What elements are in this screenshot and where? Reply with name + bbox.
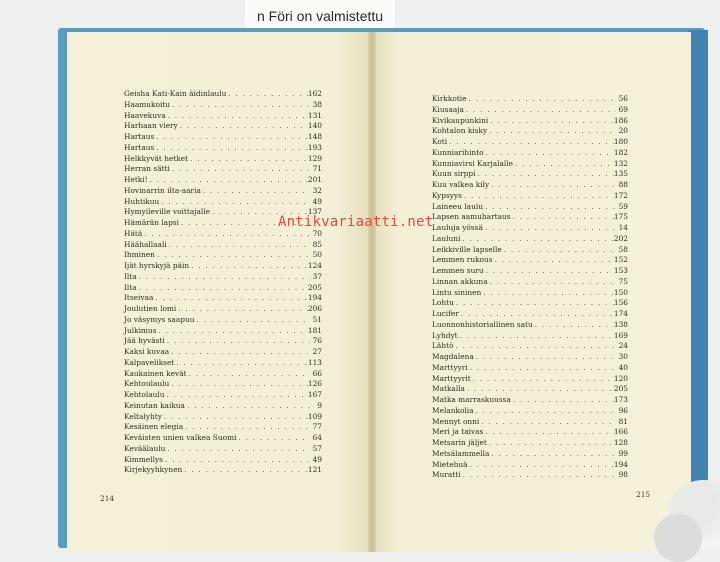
toc-entry [124, 422, 322, 433]
toc-leader-dots [162, 412, 308, 423]
toc-entry-page: 37 [312, 271, 322, 281]
toc-entry-title: Muratti [432, 470, 461, 480]
toc-entry-page: 135 [613, 169, 628, 179]
toc-entry [432, 105, 628, 116]
toc-entry-page: 126 [307, 379, 322, 389]
toc-leader-dots [487, 438, 614, 449]
toc-entry-page: 75 [618, 276, 628, 286]
toc-entry-page: 85 [312, 239, 322, 249]
toc-entry [124, 304, 322, 315]
toc-leader-dots [493, 255, 614, 266]
toc-leader-dots [137, 283, 308, 294]
toc-entry-page: 174 [613, 309, 628, 318]
toc-entry [124, 250, 322, 261]
toc-entry-title: Ilta [124, 271, 137, 281]
toc-entry [432, 223, 628, 234]
toc-entry-title: Hartaus [124, 132, 155, 141]
toc-entry-title: Harhaan viery [124, 121, 178, 131]
toc-entry-title: Itseivaa [124, 293, 154, 303]
toc-entry [432, 191, 628, 202]
toc-entry [432, 277, 628, 288]
toc-entry [432, 266, 628, 277]
toc-entry [124, 379, 322, 390]
toc-entry [432, 352, 628, 363]
toc-entry [124, 197, 322, 208]
toc-entry-title: Helkkyvät hetket [124, 153, 189, 163]
toc-entry-page: 109 [307, 411, 322, 421]
toc-entry-title: Hätä [124, 228, 143, 238]
toc-leader-dots [195, 315, 311, 326]
toc-entry [432, 384, 628, 395]
toc-leader-dots [176, 304, 308, 315]
toc-entry [124, 111, 322, 122]
toc-entry [432, 212, 628, 223]
toc-leader-dots [166, 111, 308, 122]
toc-entry-page: 71 [312, 164, 322, 174]
toc-leader-dots [167, 240, 310, 251]
toc-entry-title: Mietehuä [432, 459, 468, 469]
toc-entry-title: Julkimus [124, 325, 157, 335]
toc-entry [124, 229, 322, 240]
toc-entry-title: Kehtoulaulu [124, 379, 170, 389]
toc-leader-dots [169, 379, 308, 390]
toc-entry [124, 89, 322, 100]
toc-entry-page: 9 [317, 400, 322, 410]
toc-entry [124, 261, 322, 272]
toc-entry [124, 272, 322, 283]
toc-entry-title: Laineeu laulu [432, 201, 483, 211]
toc-leader-dots [188, 154, 308, 165]
toc-entry [124, 154, 322, 165]
toc-leader-dots [159, 197, 310, 208]
toc-entry-page: 148 [307, 132, 322, 141]
toc-entry-page: 202 [613, 233, 628, 243]
toc-entry [432, 460, 628, 471]
toc-leader-dots [148, 175, 308, 186]
toc-entry-title: Kuun sirppi [432, 169, 476, 179]
toc-leader-dots [163, 455, 310, 466]
toc-entry-page: 124 [307, 261, 322, 270]
toc-entry [124, 326, 322, 337]
toc-entry [124, 358, 322, 369]
toc-entry-title: Koti [432, 137, 448, 146]
toc-entry-title: Kaksi kuvaa [124, 347, 170, 356]
toc-leader-dots [170, 100, 310, 111]
toc-entry-page: 181 [307, 325, 322, 335]
toc-entry-title: Matka marraskuussa [432, 395, 511, 404]
toc-entry-page: 49 [312, 454, 322, 464]
toc-entry-title: Kesäinen elegia [124, 422, 184, 432]
toc-entry [432, 406, 628, 417]
toc-leader-dots [487, 126, 616, 137]
toc-leader-dots [461, 470, 616, 481]
toc-entry [432, 427, 628, 438]
toc-entry-page: 205 [613, 384, 628, 394]
toc-leader-dots [502, 245, 616, 256]
toc-entry [432, 395, 628, 406]
toc-entry [432, 234, 628, 245]
toc-entry-page: 96 [618, 405, 628, 415]
toc-entry [432, 374, 628, 385]
toc-entry-page: 56 [618, 94, 628, 103]
toc-entry-page: 40 [618, 362, 628, 372]
toc-entry-page: 152 [613, 255, 628, 265]
background-cloth-shadow [654, 514, 702, 562]
toc-entry-title: Kiusaaja [432, 104, 464, 114]
toc-entry [124, 455, 322, 466]
toc-leader-dots [201, 186, 310, 197]
toc-entry-page: 172 [613, 190, 628, 200]
toc-entry-title: Kypsyys [432, 190, 462, 200]
toc-leader-dots [468, 363, 616, 374]
toc-entry-page: 162 [307, 89, 322, 98]
toc-leader-dots [489, 449, 616, 460]
toc-entry [124, 433, 322, 444]
toc-entry-title: Mennyt onni [432, 416, 480, 426]
toc-entry-title: Lapsen aamuhartaus [432, 212, 511, 222]
book-cloth-edge [688, 30, 708, 550]
toc-entry-page: 50 [312, 250, 322, 260]
toc-leader-dots [489, 180, 616, 191]
toc-entry-title: Ijät hyrskyjä päin [124, 261, 190, 270]
toc-leader-dots [157, 326, 308, 337]
toc-entry-page: 206 [307, 304, 322, 313]
toc-entry-page: 166 [613, 427, 628, 437]
toc-leader-dots [468, 460, 614, 471]
toc-leader-dots [165, 390, 308, 401]
toc-entry [432, 94, 628, 105]
page-number-left: 214 [100, 494, 115, 503]
toc-leader-dots [476, 169, 614, 180]
toc-leader-dots [447, 137, 614, 148]
toc-entry-page: 77 [312, 422, 322, 432]
toc-entry [124, 347, 322, 358]
toc-entry-title: Ilta [124, 282, 137, 292]
toc-leader-dots [142, 229, 310, 240]
toc-leader-dots [467, 94, 616, 105]
toc-entry-title: Lohtu [432, 298, 454, 308]
toc-leader-dots [511, 395, 614, 406]
toc-entry [432, 438, 628, 449]
toc-entry-title: Lauluni [432, 233, 461, 243]
toc-entry-page: 194 [613, 459, 628, 469]
page-number-right: 215 [636, 490, 651, 499]
toc-entry-title: Hämärän lapsi [124, 218, 179, 227]
toc-leader-dots [465, 384, 614, 395]
toc-entry-page: 175 [613, 212, 628, 222]
toc-entry-page: 58 [618, 244, 628, 254]
toc-entry-title: Jo väsymys saapuu [124, 314, 195, 324]
toc-entry-title: Kalpavelikset [124, 357, 175, 367]
toc-entry-title: Metsälammella [432, 448, 490, 458]
toc-leader-dots [182, 465, 308, 476]
toc-entry [432, 309, 628, 320]
toc-leader-dots [178, 121, 308, 132]
toc-leader-dots [483, 223, 616, 234]
toc-entry-title: Marttyyri [432, 362, 468, 372]
toc-leader-dots [474, 352, 616, 363]
toc-entry-page: 131 [307, 110, 322, 120]
toc-entry-page: 51 [312, 314, 322, 324]
backdrop-label: n Föri on valmistettu [245, 0, 395, 32]
toc-entry-page: 121 [307, 465, 322, 475]
toc-entry-page: 49 [312, 196, 322, 206]
toc-leader-dots [481, 288, 614, 299]
toc-entry-title: Keltalyhty [124, 411, 162, 421]
toc-list-right [432, 94, 628, 481]
toc-entry-page: 138 [613, 319, 628, 329]
toc-entry-title: Melankolia [432, 405, 474, 415]
toc-entry-title: Keväisten unien valkea Suomi [124, 433, 237, 442]
toc-entry [124, 390, 322, 401]
toc-entry-title: Kaukainen kevät [124, 368, 187, 378]
toc-leader-dots [488, 277, 616, 288]
toc-entry-title: Keväälaulu [124, 443, 166, 453]
toc-entry [124, 444, 322, 455]
toc-entry-title: Haavekuva [124, 110, 166, 120]
toc-leader-dots [483, 427, 614, 438]
toc-entry-title: Lauluja yössä [432, 223, 483, 232]
toc-leader-dots [454, 298, 614, 309]
toc-entry-title: Lyhdyt [432, 330, 458, 340]
toc-entry [124, 369, 322, 380]
toc-leader-dots [533, 320, 614, 331]
toc-entry [124, 132, 322, 143]
toc-entry-title: Marttyyrit [432, 373, 471, 383]
toc-leader-dots [471, 374, 614, 385]
toc-entry-page: 167 [307, 390, 322, 399]
toc-entry-page: 69 [618, 104, 628, 114]
toc-entry [124, 336, 322, 347]
toc-entry-page: 186 [613, 115, 628, 125]
toc-entry-title: Linnan akkuna [432, 276, 488, 286]
toc-entry [432, 341, 628, 352]
toc-entry [124, 164, 322, 175]
toc-leader-dots [226, 89, 308, 100]
toc-entry-title: Herran sätti [124, 164, 170, 174]
toc-entry [124, 412, 322, 423]
toc-leader-dots [458, 331, 614, 342]
book-gutter [368, 32, 376, 552]
toc-leader-dots [460, 234, 614, 245]
toc-leader-dots [462, 191, 614, 202]
toc-entry-title: Lemmen rukous [432, 255, 493, 265]
toc-entry-title: Leikkiville lapselle [432, 244, 502, 254]
toc-entry-page: 24 [618, 341, 628, 351]
toc-entry-title: Lintu sininen [432, 287, 482, 297]
toc-entry-page: 76 [312, 336, 322, 346]
toc-entry [432, 417, 628, 428]
toc-entry-page: 128 [613, 438, 628, 447]
toc-leader-dots [236, 433, 310, 444]
toc-entry-page: 137 [307, 207, 322, 217]
toc-entry-title: Magdalena [432, 352, 474, 361]
toc-entry-title: Haamukoitu [124, 99, 171, 109]
toc-entry [432, 331, 628, 342]
toc-entry-page: 194 [307, 293, 322, 303]
toc-leader-dots [165, 444, 310, 455]
toc-entry-page: 129 [307, 153, 322, 163]
toc-leader-dots [454, 341, 617, 352]
toc-entry-title: Lemmen suru [432, 266, 484, 275]
toc-leader-dots [474, 406, 616, 417]
toc-entry [124, 240, 322, 251]
toc-entry-page: 98 [618, 470, 628, 480]
toc-entry-title: Matkalla [432, 384, 465, 394]
toc-entry [432, 255, 628, 266]
toc-entry-title: Metsarin jäljet [432, 438, 487, 447]
toc-entry-page: 64 [312, 433, 322, 442]
toc-list-left [124, 89, 322, 476]
toc-entry [432, 148, 628, 159]
toc-entry-page: 81 [618, 416, 628, 426]
toc-entry-page: 180 [613, 137, 628, 146]
toc-leader-dots [154, 132, 308, 143]
toc-entry [124, 293, 322, 304]
toc-entry [124, 143, 322, 154]
toc-entry-page: 156 [613, 298, 628, 308]
toc-leader-dots [488, 116, 614, 127]
toc-entry-title: Hetki! [124, 175, 148, 184]
toc-entry-page: 59 [618, 201, 628, 211]
toc-entry-page: 113 [307, 357, 322, 367]
toc-entry-page: 140 [307, 121, 322, 131]
toc-entry-title: Ihminen [124, 250, 155, 260]
toc-leader-dots [170, 164, 310, 175]
toc-entry [124, 465, 322, 476]
toc-entry-page: 14 [618, 223, 628, 232]
toc-entry-page: 169 [613, 330, 628, 340]
toc-entry-title: Meri ja taivas [432, 427, 484, 437]
toc-entry-title: Lucifer [432, 309, 459, 318]
toc-entry [432, 202, 628, 213]
toc-leader-dots [187, 369, 310, 380]
toc-entry-title: Kehtolaulu [124, 390, 165, 399]
toc-entry [432, 116, 628, 127]
toc-leader-dots [484, 266, 614, 277]
watermark: Antikvariaatti.net [278, 214, 434, 230]
toc-leader-dots [185, 401, 310, 412]
toc-entry [124, 186, 322, 197]
toc-entry [124, 315, 322, 326]
toc-leader-dots [513, 159, 614, 170]
toc-entry-title: Kohtalon kisky [432, 126, 488, 136]
toc-entry-title: Geisha Kati-Kain äidinlaulu [124, 89, 227, 98]
toc-entry-title: Keinutan kaikua [124, 400, 185, 410]
toc-entry-page: 193 [307, 142, 322, 152]
toc-leader-dots [479, 417, 616, 428]
toc-entry-page: 150 [613, 287, 628, 297]
toc-entry [124, 283, 322, 294]
toc-leader-dots [165, 336, 310, 347]
toc-entry-page: 88 [618, 180, 628, 189]
toc-entry-page: 205 [307, 282, 322, 292]
toc-leader-dots [153, 293, 307, 304]
toc-entry-title: Huhtikuu [124, 196, 160, 206]
toc-entry-title: Häähallaali [124, 239, 167, 249]
toc-leader-dots [137, 272, 310, 283]
toc-entry-title: Kivikaupunkini [432, 115, 489, 125]
toc-entry-page: 27 [312, 347, 322, 356]
toc-leader-dots [484, 148, 614, 159]
toc-leader-dots [483, 202, 616, 213]
toc-leader-dots [459, 309, 614, 320]
toc-entry-title: Joulutien lomi [124, 304, 177, 313]
toc-entry [432, 180, 628, 191]
toc-leader-dots [154, 143, 308, 154]
toc-entry-title: Kimmellys [124, 454, 163, 464]
toc-entry [432, 288, 628, 299]
toc-entry-page: 20 [618, 126, 628, 136]
toc-leader-dots [155, 250, 310, 261]
toc-entry [432, 363, 628, 374]
toc-entry [432, 169, 628, 180]
toc-leader-dots [183, 422, 310, 433]
toc-entry-page: 66 [312, 368, 322, 378]
toc-entry [124, 401, 322, 412]
toc-entry [432, 126, 628, 137]
toc-entry [432, 320, 628, 331]
toc-entry [432, 159, 628, 170]
toc-entry-page: 38 [312, 99, 322, 109]
toc-leader-dots [511, 212, 614, 223]
toc-entry [432, 245, 628, 256]
toc-entry-page: 57 [312, 443, 322, 453]
toc-entry-title: Jää hyvästi [124, 336, 165, 346]
toc-entry-title: Kirjekyyhkynen [124, 465, 183, 475]
toc-entry-title: Hartaus [124, 142, 155, 152]
toc-entry-page: 30 [618, 352, 628, 361]
toc-entry-page: 182 [613, 147, 628, 157]
toc-entry-page: 70 [312, 228, 322, 238]
toc-entry-page: 99 [618, 448, 628, 458]
toc-entry-title: Luonnonhistoriallinen satu [432, 319, 533, 329]
toc-entry-page: 201 [307, 175, 322, 184]
toc-entry [124, 121, 322, 132]
toc-entry [124, 175, 322, 186]
toc-entry-page: 132 [613, 158, 628, 168]
toc-entry-page: 120 [613, 373, 628, 383]
toc-entry-title: Kunniavirsi Karjalalle [432, 158, 514, 168]
toc-entry [432, 137, 628, 148]
toc-entry [432, 449, 628, 460]
toc-entry-title: Kirkkotie [432, 94, 467, 103]
toc-entry-page: 153 [613, 266, 628, 275]
toc-leader-dots [464, 105, 616, 116]
toc-leader-dots [189, 261, 308, 272]
toc-entry-title: Kuu valkea kily [432, 180, 490, 189]
toc-entry-title: Lähtö [432, 341, 454, 351]
toc-leader-dots [174, 358, 308, 369]
toc-entry-title: Hymyileville voittajalle [124, 207, 211, 217]
toc-entry-title: Hovinarrin ilta-aaria [124, 185, 201, 195]
toc-entry-page: 32 [312, 185, 322, 195]
toc-entry [124, 100, 322, 111]
toc-entry-title: Kunniarihinto [432, 147, 484, 157]
toc-entry [432, 470, 628, 481]
toc-entry [432, 298, 628, 309]
toc-leader-dots [169, 347, 310, 358]
toc-entry-page: 173 [613, 395, 628, 404]
